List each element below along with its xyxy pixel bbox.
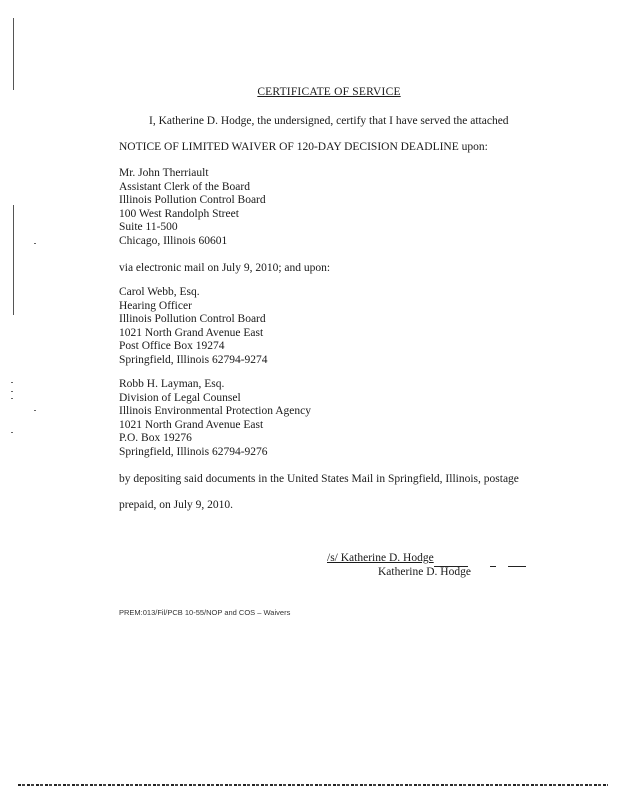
recipient-block-layman — [119, 378, 311, 460]
footer-reference: PREM:013/Fil/PCB 10-55/NOP and COS – Waivers — [119, 608, 291, 617]
signature-underline — [508, 552, 526, 567]
address-line: Illinois Pollution Control Board — [119, 194, 266, 207]
mail-line-date: prepaid, on July 9, 2010. — [119, 499, 234, 511]
address-line: Illinois Pollution Control Board — [119, 313, 266, 326]
recipient-block-therriault — [119, 167, 266, 249]
page-title: CERTIFICATE OF SERVICE — [257, 86, 401, 98]
address-line: Chicago, Illinois 60601 — [119, 234, 228, 247]
scan-speck — [11, 391, 13, 392]
address-line: 1021 North Grand Avenue East — [119, 418, 264, 431]
scan-edge-mark — [13, 18, 14, 90]
intro-line: I, Katherine D. Hodge, the undersigned, certify that I have served the attached — [149, 115, 509, 127]
scan-speck — [34, 243, 36, 244]
via-email-line: via electronic mail on July 9, 2010; and upon: — [119, 262, 331, 274]
address-line: Hearing Officer — [119, 299, 192, 312]
scan-speck — [11, 432, 13, 433]
scan-bottom-edge — [18, 784, 608, 786]
address-line: Robb H. Layman, Esq. — [119, 378, 225, 390]
signature-name: Katherine D. Hodge — [378, 566, 471, 578]
address-line: Carol Webb, Esq. — [119, 286, 200, 298]
scan-speck — [11, 382, 13, 383]
address-line: Mr. John Therriault — [119, 167, 209, 179]
scan-speck — [11, 398, 13, 399]
recipient-block-webb — [119, 286, 268, 368]
signature-typed: /s/ Katherine D. Hodge — [327, 552, 434, 564]
address-line: P.O. Box 19276 — [119, 432, 192, 445]
signature-line — [327, 552, 526, 567]
address-line: Springfield, Illinois 62794-9274 — [119, 353, 268, 366]
signature-underline — [434, 552, 468, 567]
address-line: Springfield, Illinois 62794-9276 — [119, 445, 268, 458]
scan-speck — [34, 410, 36, 411]
address-line: Division of Legal Counsel — [119, 391, 241, 404]
address-line: Post Office Box 19274 — [119, 340, 225, 353]
address-line: 1021 North Grand Avenue East — [119, 326, 264, 339]
address-line: 100 West Randolph Street — [119, 207, 239, 220]
scan-edge-mark — [13, 205, 14, 315]
notice-line: NOTICE OF LIMITED WAIVER OF 120-DAY DECISION DEADLINE upon: — [119, 141, 488, 153]
address-line: Suite 11-500 — [119, 221, 178, 234]
address-line: Assistant Clerk of the Board — [119, 180, 250, 193]
address-line: Illinois Environmental Protection Agency — [119, 405, 311, 418]
signature-underline — [490, 552, 496, 567]
mail-line: by depositing said documents in the United States Mail in Springfield, Illinois, postage — [119, 473, 519, 485]
